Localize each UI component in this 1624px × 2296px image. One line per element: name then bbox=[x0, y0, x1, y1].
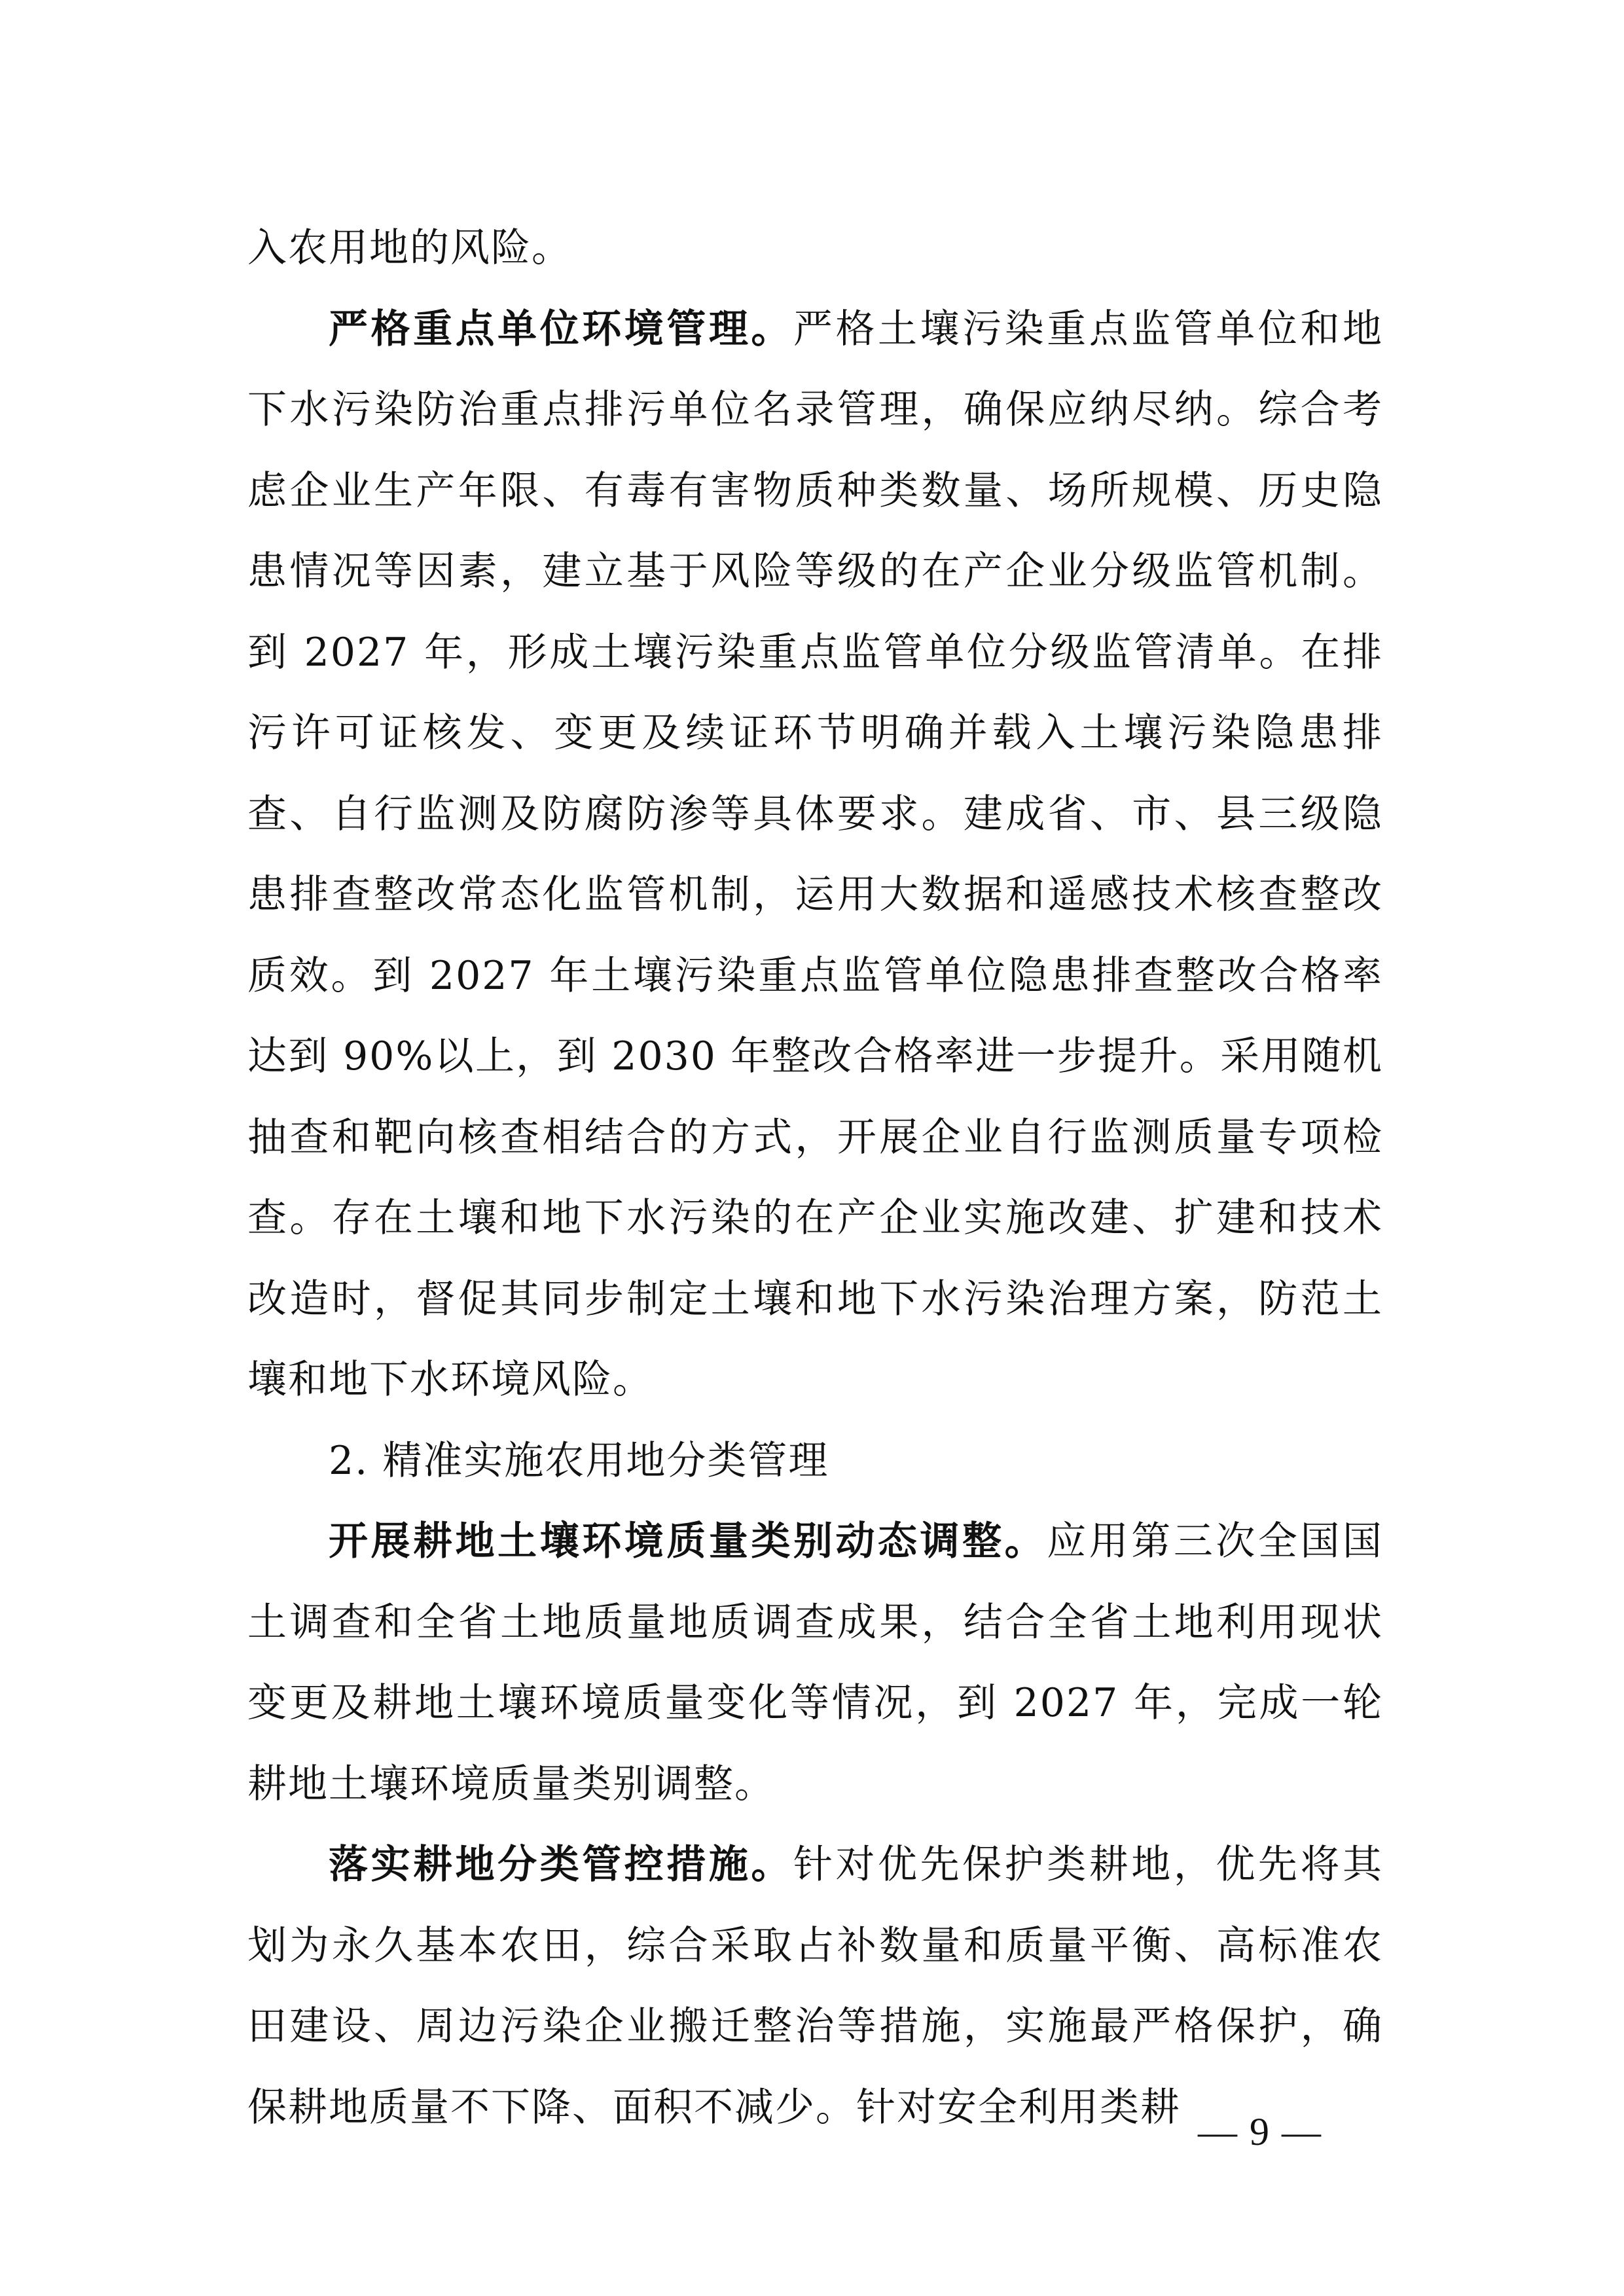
section-heading bbox=[247, 1421, 1383, 1502]
paragraph-text: 针对优先保护类耕地，优先将其划为永久基本农田，综合采取占补数量和质量平衡、高标准农田建设、周边污染企业搬迁整治等措施，实施最严格保护，确保耕地质量不下降、面积不减少。针对安全利用类耕 bbox=[247, 1842, 1384, 2130]
body-text bbox=[247, 208, 1383, 2148]
paragraph-heading: 严格重点单位环境管理。 bbox=[329, 306, 793, 352]
paragraph-continuation bbox=[247, 208, 1383, 289]
paragraph-text: 严格土壤污染重点监管单位和地下水污染防治重点排污单位名录管理，确保应纳尽纳。综合考虑企业生产年限、有毒有害物质种类数量、场所规模、历史隐患情况等因素，建立基于风险等级的在产企业分级监管机制。到 2027 年，形成土壤污染重点监管单位分级监管清单。在排污许可证核发、变更及续证环节明确并载入土壤污染隐患排查、自行监测及防腐防渗等具体要求。建成省、市、县三级隐患排查整改常态化监管机制，运用大数据和遥感技术核查整改质效。到 2027 年土壤污染重点监管单位隐患排查整改合格率达到 90%以上，到 2030 年整改合格率进一步提升。采用随机抽查和靶向核查相结合的方式，开展企业自行监测质量专项检查。存在土壤和地下水污染的在产企业实施改建、扩建和技术改造时，督促其同步制定土壤和地下水污染治理方案，防范土壤和地下水环境风险。 bbox=[247, 306, 1384, 1403]
paragraph-dynamic-adjustment bbox=[247, 1501, 1383, 1825]
page-number: — 9 — bbox=[1198, 2110, 1322, 2153]
section-heading-text: 2. 精准实施农用地分类管理 bbox=[329, 1437, 829, 1484]
paragraph-text: 入农用地的风险。 bbox=[247, 225, 572, 271]
paragraph-text: 应用第三次全国国土调查和全省土地质量地质调查成果，结合全省土地利用现状变更及耕地土壤环境质量变化等情况，到 2027 年，完成一轮耕地土壤环境质量类别调整。 bbox=[247, 1518, 1384, 1807]
paragraph-classified-control bbox=[247, 1825, 1383, 2148]
paragraph-key-unit-management bbox=[247, 289, 1383, 1421]
paragraph-heading: 开展耕地土壤环境质量类别动态调整。 bbox=[329, 1518, 1047, 1564]
paragraph-heading: 落实耕地分类管控措施。 bbox=[329, 1842, 793, 1888]
